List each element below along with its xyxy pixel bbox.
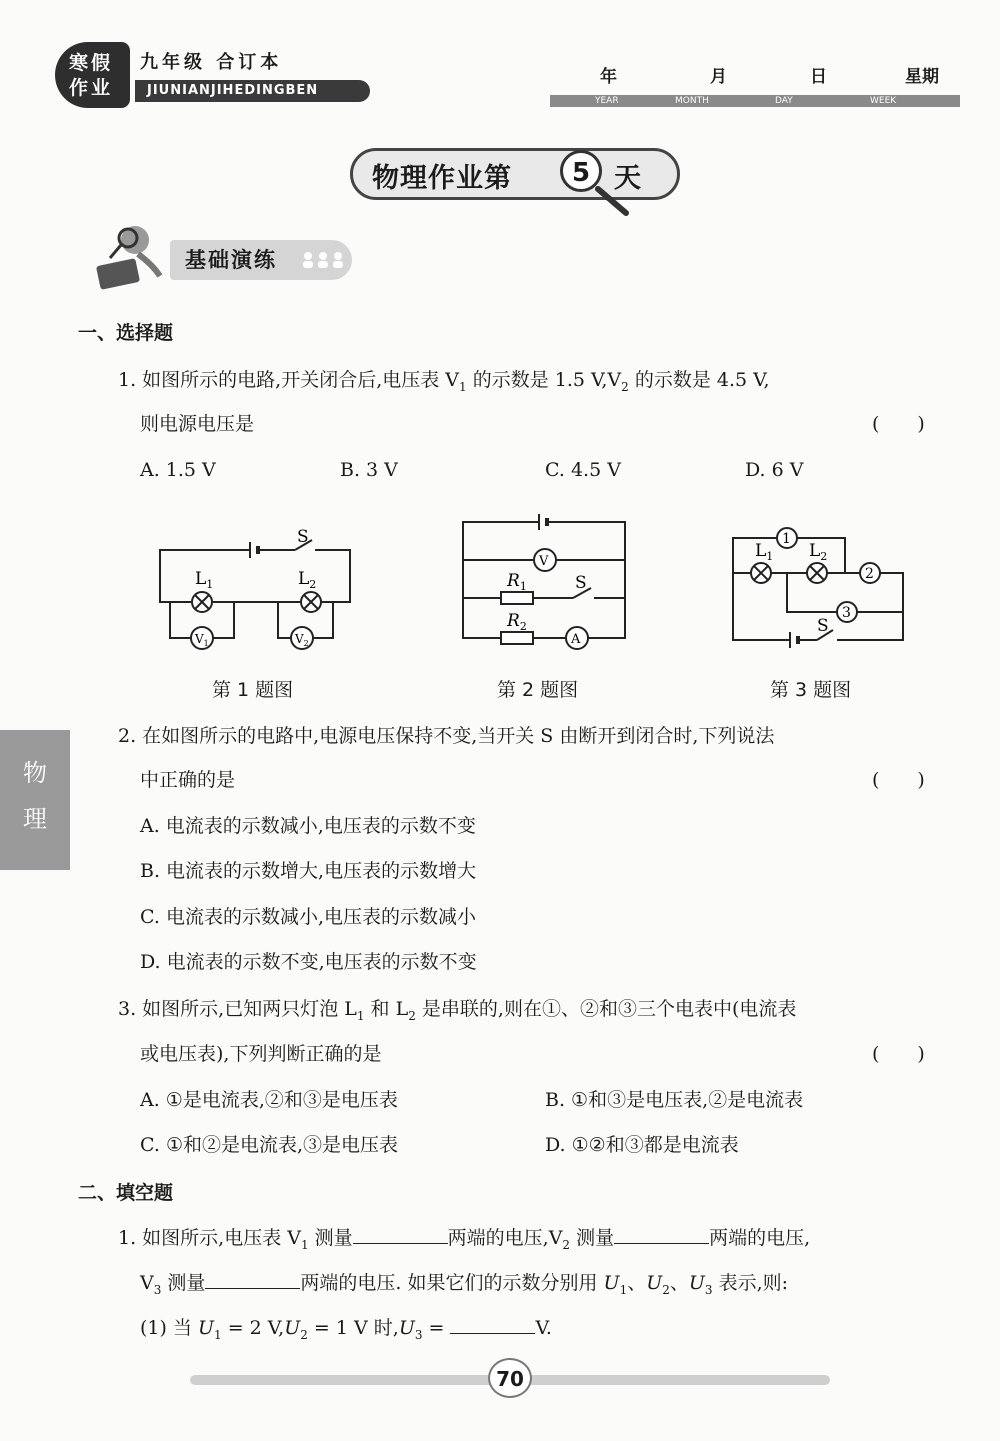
q3-option-c[interactable]: C. ①和②是电流表,③是电压表 — [140, 1134, 399, 1156]
q3-text-b: 和 L — [364, 998, 409, 1020]
part1-heading: 一、选择题 — [78, 322, 174, 344]
brand-title: 九年级 合订本 — [140, 52, 283, 73]
subject-side-tab — [0, 730, 70, 870]
q3-text-c: 是串联的,则在①、②和③三个电表中(电流表 — [415, 998, 797, 1020]
fig1-l2-sub: 2 — [309, 578, 317, 591]
fig3-l1-sub: 1 — [766, 550, 774, 563]
section-banner-label: 基础演练 — [185, 248, 277, 272]
figure-1-circuit — [150, 520, 360, 660]
date-week-label: 星期 — [905, 67, 939, 87]
fill-q1-text-c: 两端的电压,V — [447, 1227, 563, 1249]
q3-answer-bracket[interactable]: ( ) — [872, 1043, 925, 1065]
figure-3-caption: 第 3 题图 — [770, 679, 852, 701]
q1-option-d[interactable]: D. 6 V — [745, 459, 804, 481]
fill-sq-u2: U — [284, 1317, 301, 1339]
fill-q1-u3: U — [688, 1272, 705, 1294]
fill-sq-u3: U — [398, 1317, 415, 1339]
page-title: 物理作业第 — [372, 163, 512, 194]
date-bar — [550, 95, 960, 107]
fig1-label-l1 — [195, 569, 213, 591]
fig1-v1-sub: 1 — [203, 639, 209, 648]
q1-sub1: 1 — [459, 379, 467, 394]
date-month-en: MONTH — [675, 96, 709, 106]
brand-subtitle: JIUNIANJIHEDINGBEN — [135, 80, 370, 102]
q3-option-a[interactable]: A. ①是电流表,②和③是电压表 — [140, 1089, 398, 1111]
brand-badge-line1: 寒假 — [69, 52, 114, 74]
fig3-l2-text: L — [809, 541, 821, 561]
fig1-v1-text: V — [195, 632, 204, 646]
fill-blank-3[interactable] — [205, 1268, 300, 1289]
resistor-symbol — [501, 632, 533, 644]
page-title-suffix: 天 — [614, 163, 641, 194]
q3-sub1: 1 — [356, 1008, 365, 1023]
fig2-r2-text: R — [507, 611, 520, 631]
fig3-label-l1 — [755, 541, 773, 563]
fill-q1-sub-a: 1 — [300, 1237, 309, 1252]
fill-blank-2[interactable] — [614, 1223, 709, 1244]
lamp-symbol — [807, 563, 827, 583]
fill-q1-u2-sub: 2 — [662, 1282, 670, 1297]
q1-line2: 则电源电压是 — [140, 413, 255, 435]
date-year-label: 年 — [600, 67, 617, 87]
fig2-r1-sub: 1 — [519, 580, 527, 593]
fill-sq-u2-sub: 2 — [300, 1327, 308, 1342]
q2-answer-bracket[interactable]: ( ) — [872, 769, 925, 791]
magnifier-icon — [590, 185, 635, 220]
fill-q1-u3-sub: 3 — [704, 1282, 713, 1297]
date-day-en: DAY — [775, 96, 793, 106]
q2-line1: 2. 在如图所示的电路中,电源电压保持不变,当开关 S 由断开到闭合时,下列说法 — [118, 725, 775, 747]
fig2-label-r2 — [506, 611, 527, 633]
fill-q1-sep1: 、 — [627, 1272, 647, 1294]
fig3-meter-3-label: 3 — [842, 605, 851, 621]
fig3-label-s: S — [817, 616, 829, 636]
q2-option-d[interactable]: D. 电流表的示数不变,电压表的示数不变 — [140, 951, 477, 973]
lamp-symbol — [192, 592, 212, 612]
date-year-en: YEAR — [595, 96, 619, 106]
fill-q1-text-a: 1. 如图所示,电压表 V — [118, 1227, 301, 1249]
fill-q1-sub-c: 2 — [562, 1237, 571, 1252]
date-month-label: 月 — [710, 67, 727, 87]
fill-sq-eq2: = 1 V 时, — [307, 1317, 399, 1339]
q1-option-b[interactable]: B. 3 V — [340, 459, 398, 481]
page-number: 70 — [488, 1358, 532, 1398]
fig3-l1-text: L — [755, 541, 767, 561]
fill-q1-u1-sub: 1 — [619, 1282, 628, 1297]
q1-option-a[interactable]: A. 1.5 V — [140, 459, 216, 481]
fig2-r2-sub: 2 — [519, 620, 527, 633]
fill-q1-u1: U — [603, 1272, 620, 1294]
fig1-l1-text: L — [195, 569, 207, 589]
q3-line1 — [118, 995, 796, 1030]
fig1-label-s: S — [297, 527, 309, 547]
q1-answer-bracket[interactable]: ( ) — [872, 413, 925, 435]
student-reading-icon — [90, 220, 170, 290]
figure-3-circuit — [725, 518, 915, 658]
lamp-symbol — [301, 592, 321, 612]
fill-q1-u2: U — [646, 1272, 663, 1294]
side-tab-line2: 理 — [23, 805, 47, 833]
fig1-l1-sub: 1 — [206, 578, 214, 591]
fig3-meter-1-label: 1 — [782, 531, 791, 547]
q2-option-a[interactable]: A. 电流表的示数减小,电压表的示数不变 — [140, 815, 476, 837]
q3-sub2: 2 — [408, 1008, 416, 1023]
fill-blank-4[interactable] — [450, 1313, 535, 1334]
side-tab-line1: 物 — [23, 759, 47, 787]
fig2-r1-text: R — [507, 571, 520, 591]
q3-line2: 或电压表),下列判断正确的是 — [140, 1043, 382, 1065]
fill-q1-text-b: 测量 — [308, 1227, 353, 1249]
fill-q1-text-d: 测量 — [570, 1227, 615, 1249]
q2-line2: 中正确的是 — [140, 769, 236, 791]
figure-2-caption: 第 2 题图 — [497, 679, 579, 701]
date-week-en: WEEK — [870, 96, 897, 106]
q1-line1 — [118, 366, 770, 401]
fill-sq-text-a: (1) 当 — [140, 1317, 198, 1339]
figure-1-caption: 第 1 题图 — [212, 679, 294, 701]
fig2-label-a: A — [571, 632, 581, 647]
fig1-label-l2 — [298, 569, 316, 591]
fig1-v2-sub: 2 — [303, 639, 309, 648]
fill-q1-text-f: V — [140, 1272, 154, 1294]
q1-sub2: 2 — [621, 379, 629, 394]
fig3-l2-sub: 2 — [820, 550, 828, 563]
date-day-label: 日 — [810, 67, 827, 87]
q3-option-b[interactable]: B. ①和③是电压表,②是电流表 — [545, 1089, 804, 1111]
fill-sq-u3-sub: 3 — [414, 1327, 423, 1342]
part2-heading: 二、填空题 — [78, 1182, 174, 1204]
fig3-label-l2 — [809, 541, 827, 563]
fill-q1-text-i: 表示,则: — [712, 1272, 789, 1294]
fill-blank-1[interactable] — [353, 1223, 448, 1244]
day-number-badge: 5 — [560, 150, 602, 192]
brand-badge — [55, 42, 130, 108]
fig2-label-v: V — [539, 554, 549, 569]
fig1-l2-text: L — [298, 569, 310, 589]
fill-q1-sep2: 、 — [669, 1272, 689, 1294]
fill-q1-text-e: 两端的电压, — [709, 1227, 811, 1249]
fill-sq-eq1: = 2 V, — [221, 1317, 285, 1339]
fig3-meter-2-label: 2 — [865, 566, 874, 582]
fig2-label-s: S — [575, 573, 587, 593]
q2-option-c[interactable]: C. 电流表的示数减小,电压表的示数减小 — [140, 906, 476, 928]
fill-q1-text-h: 两端的电压. 如果它们的示数分别用 — [300, 1272, 604, 1294]
fill-sq-eq3: = — [422, 1317, 451, 1339]
figure-2-circuit — [455, 510, 640, 660]
q3-text-a: 3. 如图所示,已知两只灯泡 L — [118, 998, 357, 1020]
q3-option-d[interactable]: D. ①②和③都是电流表 — [545, 1134, 739, 1156]
fig1-v2-text: V — [295, 632, 304, 646]
fill-sq-u1: U — [198, 1317, 215, 1339]
fill-q1-text-g: 测量 — [161, 1272, 206, 1294]
q1-text-a: 1. 如图所示的电路,开关闭合后,电压表 V — [118, 369, 460, 391]
people-icon — [300, 248, 346, 270]
fill-q1-line1 — [118, 1223, 810, 1259]
q1-option-c[interactable]: C. 4.5 V — [545, 459, 621, 481]
resistor-symbol — [501, 592, 533, 604]
lamp-symbol — [751, 563, 771, 583]
fill-sq-u1-sub: 1 — [214, 1327, 222, 1342]
q2-option-b[interactable]: B. 电流表的示数增大,电压表的示数增大 — [140, 860, 477, 882]
fill-sq-end: V. — [535, 1317, 552, 1339]
fig2-label-r1 — [506, 571, 527, 593]
fill-q1-subquestion-1 — [140, 1313, 552, 1349]
fill-q1-sub-f: 3 — [153, 1282, 162, 1297]
q1-text-c: 的示数是 4.5 V, — [628, 369, 770, 391]
brand-badge-line2: 作业 — [69, 77, 114, 99]
fill-q1-line2 — [140, 1268, 788, 1304]
q1-text-b: 的示数是 1.5 V,V — [466, 369, 622, 391]
